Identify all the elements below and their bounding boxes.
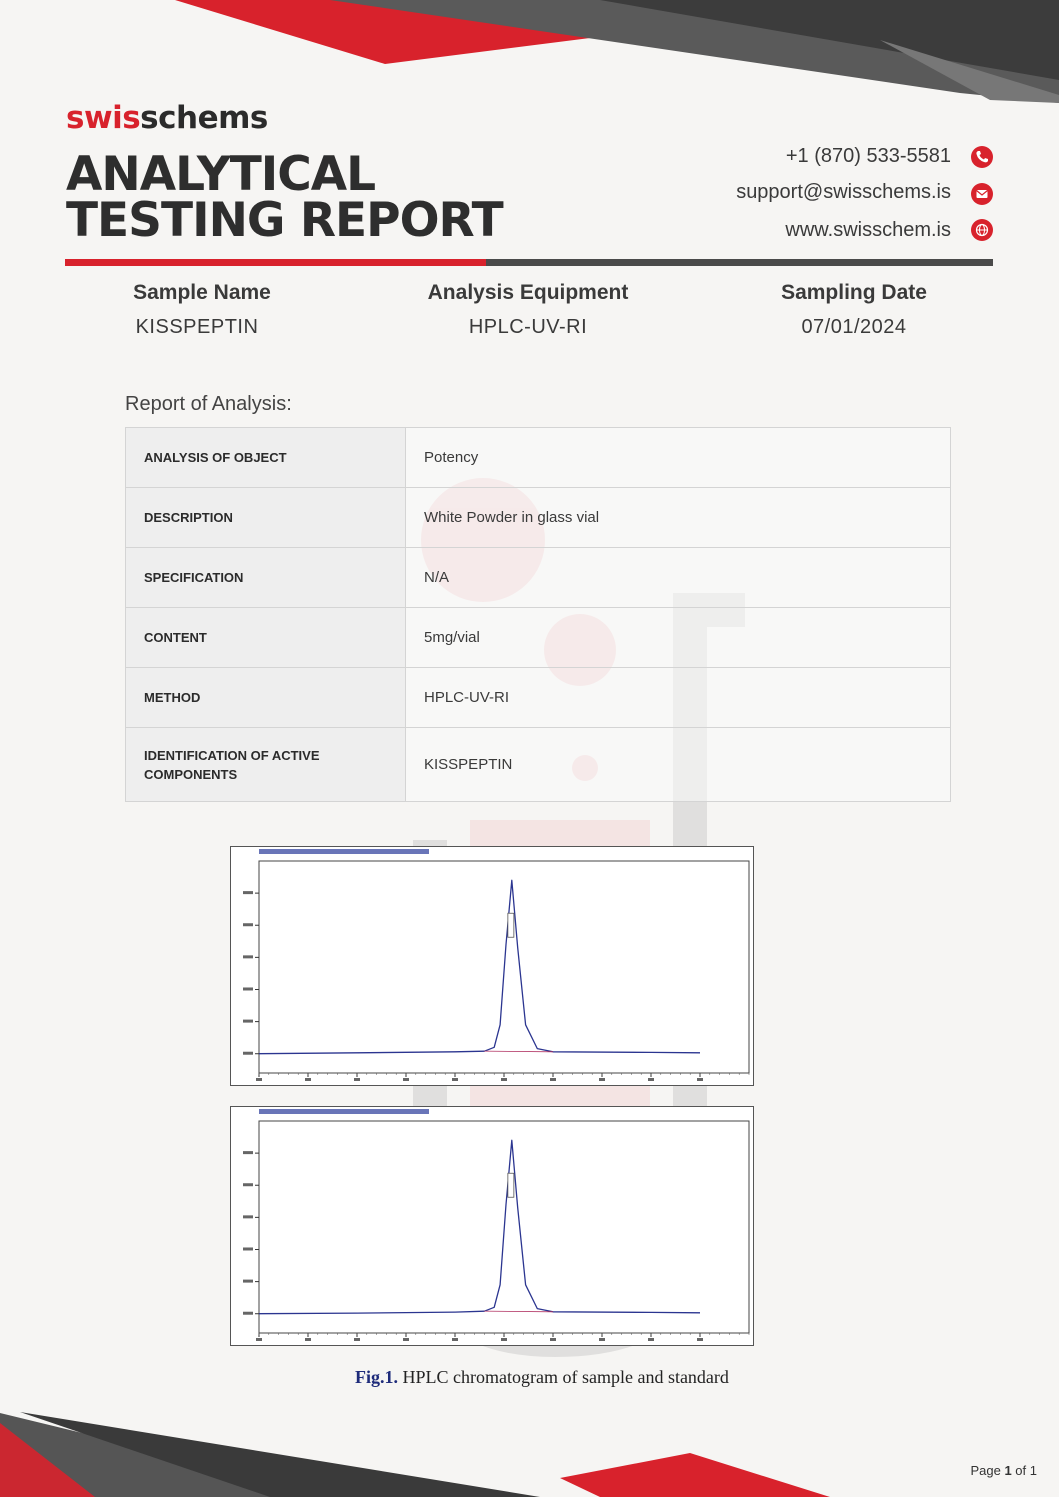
x-tick-label [599, 1338, 605, 1341]
x-tick-label [305, 1078, 311, 1081]
x-tick-label [501, 1338, 507, 1341]
peak-baseline [484, 1311, 553, 1312]
figure-caption-text: HPLC chromatogram of sample and standard [398, 1367, 729, 1387]
chart-header-strip [259, 849, 429, 854]
row-value: Potency [406, 428, 951, 488]
chart-header-strip [259, 1109, 429, 1114]
phone-icon [971, 146, 993, 168]
x-tick-label [354, 1078, 360, 1081]
table-row [126, 608, 951, 668]
x-tick-label [550, 1338, 556, 1341]
y-tick-label [243, 923, 253, 926]
x-tick-label [354, 1338, 360, 1341]
y-tick-label [243, 1247, 253, 1250]
y-tick-label [243, 1151, 253, 1154]
brand-logo: swisschems [66, 100, 268, 136]
figure-caption [230, 1367, 860, 1388]
x-tick-label [452, 1338, 458, 1341]
report-title-line2: TESTING REPORT [66, 193, 503, 248]
report-table [125, 427, 951, 802]
sampling-date-value: 07/01/2024 [801, 316, 907, 338]
equipment-value: HPLC-UV-RI [468, 316, 588, 338]
sampling-date-label: Sampling Date [781, 281, 927, 304]
row-key: SPECIFICATION [126, 548, 406, 608]
x-tick-label [697, 1078, 703, 1081]
row-value: N/A [406, 548, 951, 608]
page-total: 1 [1029, 1463, 1037, 1478]
table-row [126, 488, 951, 548]
row-key: METHOD [126, 668, 406, 728]
y-tick-label [243, 1020, 253, 1023]
row-value: 5mg/vial [406, 608, 951, 668]
page-indicator: Page 1 of 1 [970, 1463, 1037, 1478]
sample-name-value: KISSPEPTIN [135, 316, 259, 338]
chromatogram-sample-plot [231, 847, 753, 1085]
row-value: White Powder in glass vial [406, 488, 951, 548]
report-heading: Report of Analysis: [125, 393, 292, 415]
peak-label [508, 1173, 514, 1197]
mail-icon [971, 183, 993, 205]
x-tick-label [403, 1078, 409, 1081]
x-tick-label [648, 1338, 654, 1341]
y-tick-label [243, 1052, 253, 1055]
row-key: DESCRIPTION [126, 488, 406, 548]
row-value: HPLC-UV-RI [406, 668, 951, 728]
y-tick-label [243, 1312, 253, 1315]
y-tick-label [243, 1280, 253, 1283]
y-tick-label [243, 955, 253, 958]
x-tick-label [501, 1078, 507, 1081]
table-row [126, 428, 951, 488]
report-title-line1: ANALYTICAL [66, 147, 376, 202]
x-tick-label [648, 1078, 654, 1081]
figure-caption-label: Fig.1. [355, 1367, 398, 1387]
x-tick-label [256, 1078, 262, 1081]
contact-website: www.swisschem.is [785, 219, 951, 241]
row-key: CONTENT [126, 608, 406, 668]
row-key: IDENTIFICATION OF ACTIVE COMPONENTS [126, 728, 406, 802]
contact-email: support@swisschems.is [736, 181, 951, 203]
table-row [126, 668, 951, 728]
header-rule-dark [486, 259, 993, 266]
globe-icon [971, 219, 993, 241]
header-rule-red [65, 259, 486, 266]
series-line [259, 880, 700, 1053]
x-tick-label [256, 1338, 262, 1341]
series-line [259, 1140, 700, 1313]
peak-label [508, 913, 514, 937]
x-tick-label [599, 1078, 605, 1081]
page-current: 1 [1004, 1463, 1012, 1478]
table-row [126, 728, 951, 802]
peak-baseline [484, 1051, 553, 1052]
equipment-label: Analysis Equipment [427, 281, 629, 304]
contact-phone: +1 (870) 533-5581 [785, 145, 951, 167]
row-key: ANALYSIS OF OBJECT [126, 428, 406, 488]
y-tick-label [243, 891, 253, 894]
x-tick-label [403, 1338, 409, 1341]
report-title [66, 147, 503, 248]
x-tick-label [452, 1078, 458, 1081]
x-tick-label [550, 1078, 556, 1081]
row-value: KISSPEPTIN [406, 728, 951, 802]
y-tick-label [243, 987, 253, 990]
chromatogram-standard-plot [231, 1107, 753, 1345]
x-tick-label [697, 1338, 703, 1341]
y-tick-label [243, 1183, 253, 1186]
chromatogram-sample [230, 846, 754, 1086]
table-row [126, 548, 951, 608]
chromatogram-standard [230, 1106, 754, 1346]
y-tick-label [243, 1215, 253, 1218]
sample-name-label: Sample Name [133, 281, 271, 304]
x-tick-label [305, 1338, 311, 1341]
